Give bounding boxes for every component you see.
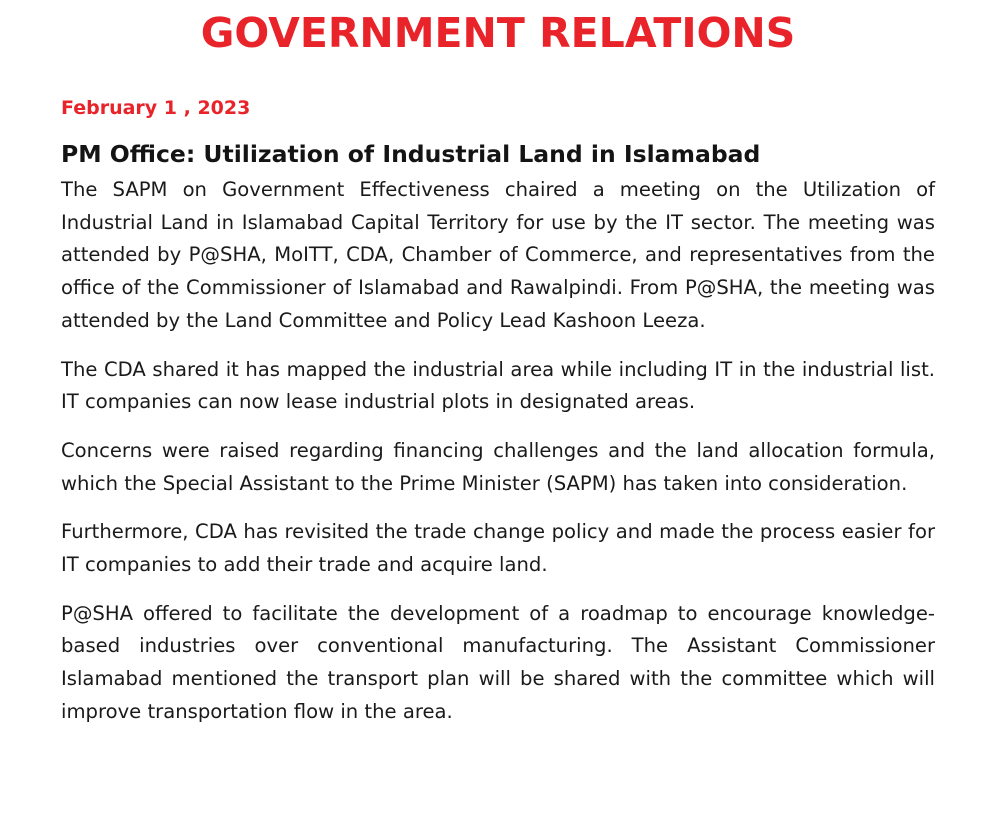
article-paragraph: The CDA shared it has mapped the industrial area while including IT in the industrial list. IT companies can now lease industrial plots in designated areas. (61, 357, 935, 414)
article-date: February 1 , 2023 (61, 97, 251, 119)
article-paragraph: Concerns were raised regarding financing challenges and the land allocation formula, which the Special Assistant to the Prime Minister (SAPM) has taken into consideration. (61, 438, 935, 495)
article-paragraph: The SAPM on Government Effectiveness chaired a meeting on the Utilization of Industrial Land in Islamabad Capital Territory for use by the IT sector. The meeting was attended by P@SHA, MoITT, CDA, Chamber of Commerce, and representatives from the office of the Commissioner of Islamabad and Rawalpindi. From P@SHA, the meeting was attended by the Land Committee and Policy Lead Kashoon Leeza. (61, 178, 935, 332)
article-headline: PM Office: Utilization of Industrial Land in Islamabad (61, 140, 761, 168)
section-title: GOVERNMENT RELATIONS (200, 9, 796, 57)
article-paragraph: P@SHA offered to facilitate the development of a roadmap to encourage knowledge-based industries over conventional manufacturing. The Assistant Commissioner Islamabad mentioned the transport plan will be shared with the committee which will improve transportation flow in the area. (61, 601, 935, 723)
article-paragraph: Furthermore, CDA has revisited the trade change policy and made the process easier for IT companies to add their trade and acquire land. (61, 520, 935, 577)
